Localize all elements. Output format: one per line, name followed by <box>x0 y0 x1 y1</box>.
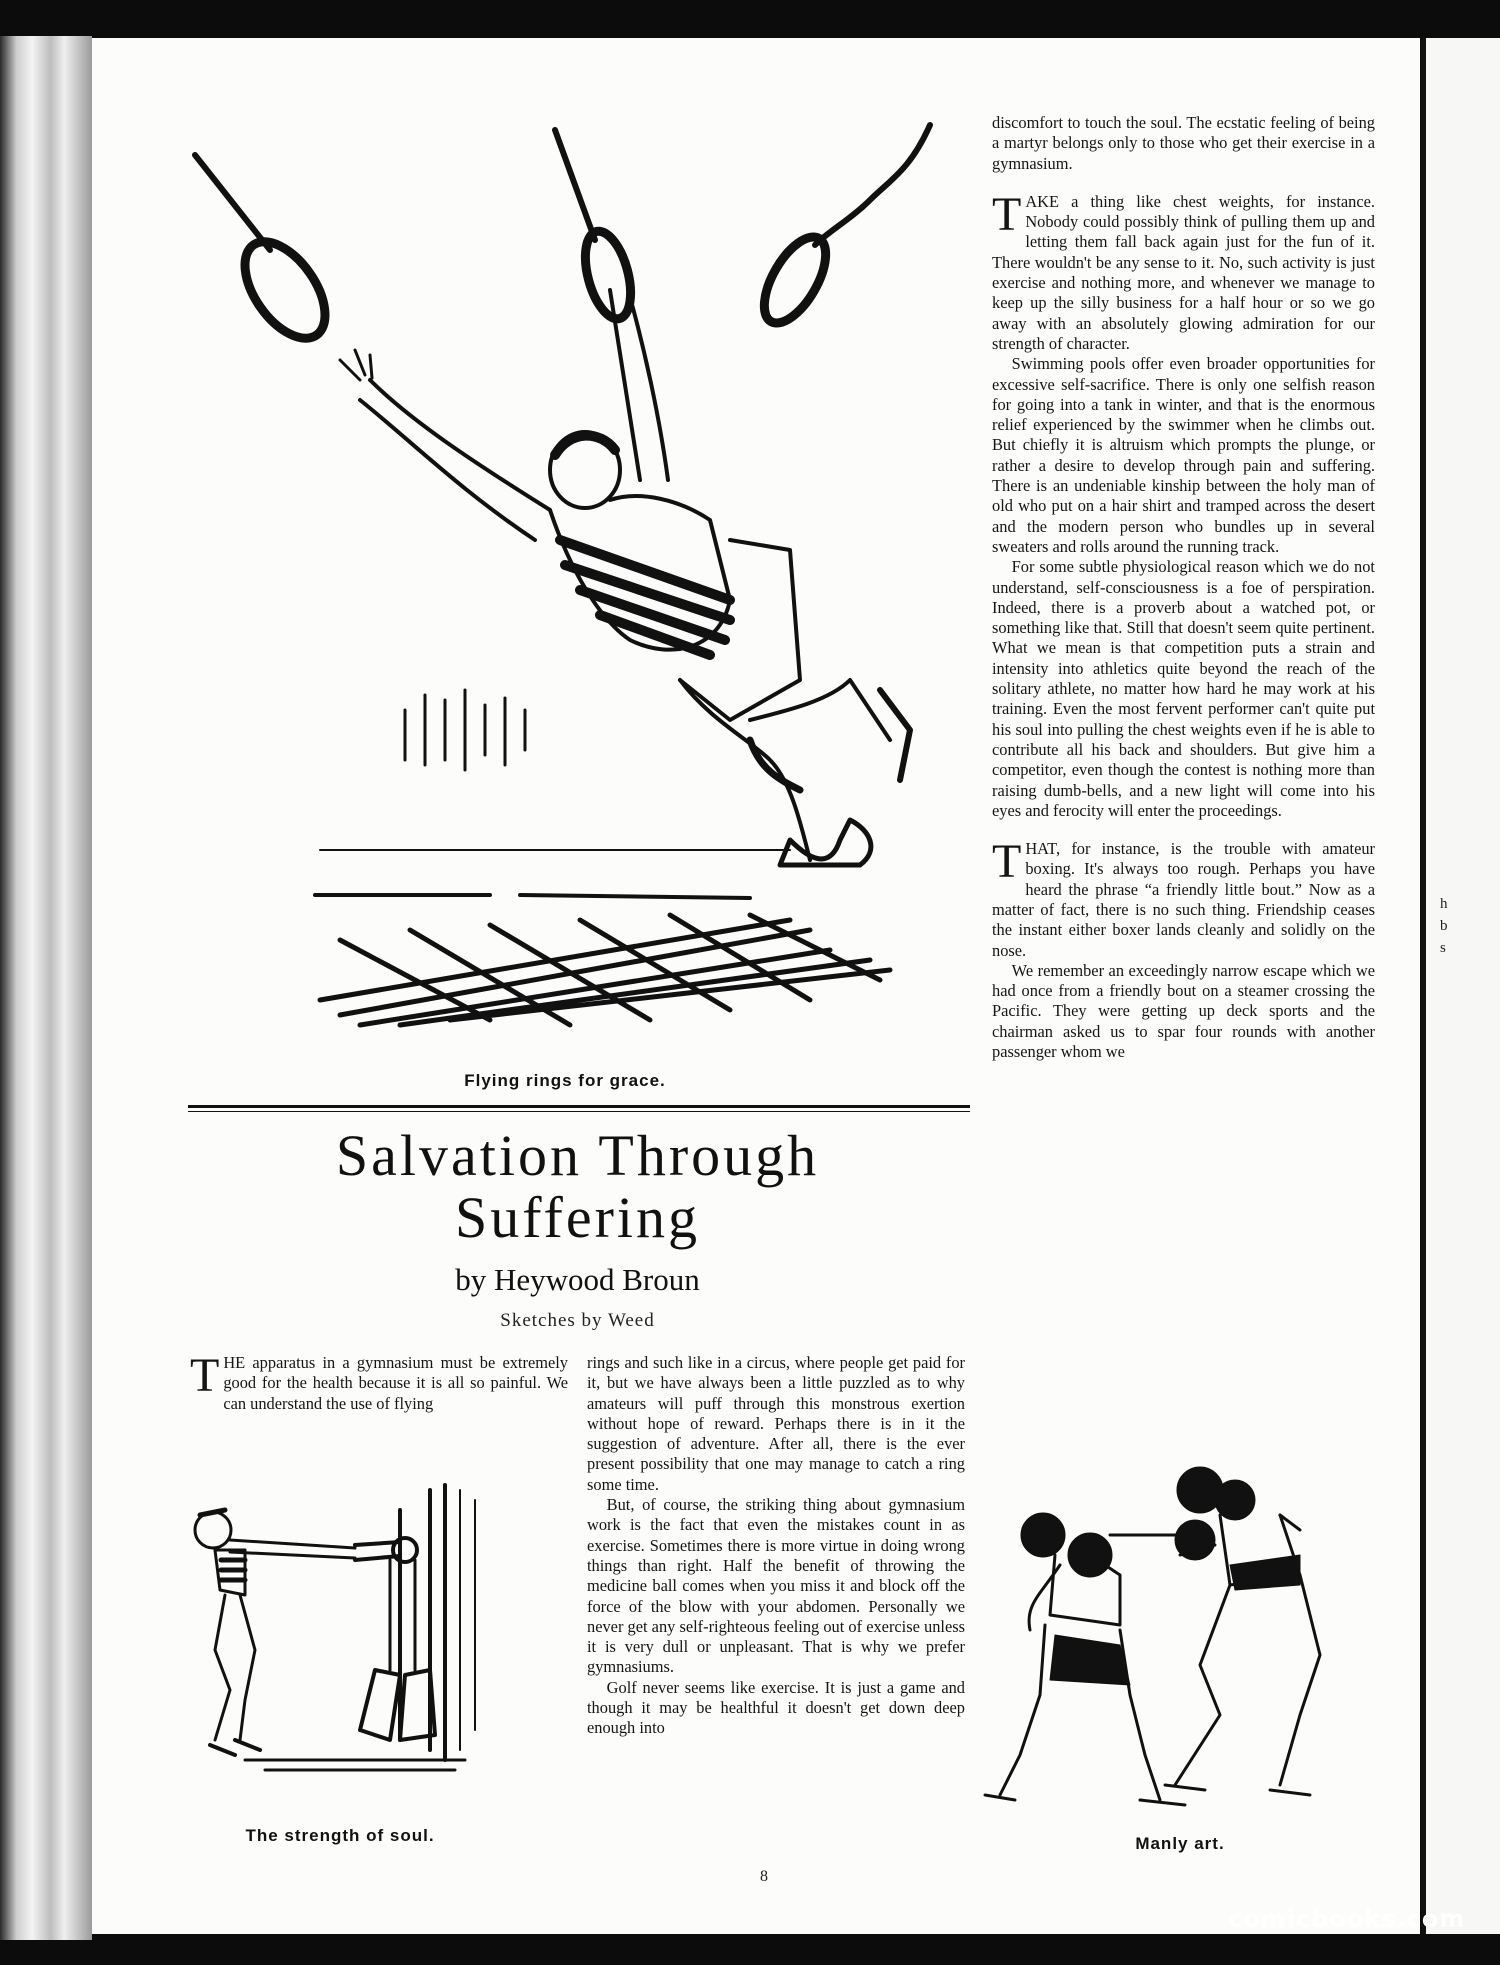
paragraph-text: AKE a thing like chest weights, for instance. Nobody could possibly think of pulling them up and letting them fall back again just for the fun of it. There wouldn't be any sense to it. No, such activity is just exercise and nothing more, and whenever we manage to keep up the silly business for a half hour or so we go away with an absolutely glowing admiration for our strength of character. <box>992 191 1375 353</box>
column-3-text <box>992 113 1375 1062</box>
paragraph: Golf never seems like exercise. It is just a game and though it may be healthful it doesn't get down deep enough into <box>587 1677 965 1738</box>
author-byline: by Heywood Broun <box>455 1262 700 1297</box>
book-spine <box>0 36 92 1940</box>
article-title <box>190 1125 965 1249</box>
rings-caption: Flying rings for grace. <box>464 1071 666 1090</box>
drop-cap: T <box>190 1349 220 1402</box>
flying-rings-illustration <box>190 120 970 1070</box>
page-number: 8 <box>760 1868 768 1885</box>
paragraph: rings and such like in a circus, where people get paid for it, but we have always been a little puzzled as to why amateurs will puff through this monstrous exertion without hope of reward. Perhaps there is in it the suggestion of adventure. After all, there is the ever present possibility that one may manage to catch a ring some time. <box>587 1353 965 1494</box>
paragraph: We remember an exceedingly narrow escape which we had once from a friendly bout on a steamer crossing the Pacific. They were getting up deck sports and the chairman asked us to spar four rounds with another passenger whom we <box>992 960 1375 1062</box>
paragraph-text: HAT, for instance, is the trouble with amateur boxing. It's always too rough. Perhaps you have heard the phrase “a friendly little bout.” Now as a matter of fact, there is no such thing. Friendship ceases the instant either boxer lands cleanly and solidly on the nose. <box>992 839 1375 960</box>
drop-cap: T <box>992 187 1022 241</box>
paragraph <box>992 835 1375 961</box>
title-rule-bottom <box>188 1111 970 1112</box>
chest-weights-illustration <box>185 1470 565 1780</box>
facing-page-letter: s <box>1440 940 1446 956</box>
column-2-text <box>587 1353 965 1739</box>
paragraph: But, of course, the striking thing about gymnasium work is the fact that even the mistakes count in as exercise. Sometimes there is more virtue in doing wrong things than right. Half the benefit of throwing the medicine ball comes when you miss it and block off the force of the blow with your abdomen. Personally we never get any self-righteous feeling out of exercise unless it is very dull or unpleasant. That is why we prefer gymnasiums. <box>587 1495 965 1677</box>
paragraph: For some subtle physiological reason which we do not understand, self-consciousness is a foe of perspiration. Indeed, there is a proverb about a watched pot, or something like that. Still that doesn't seem quite pertinent. What we mean is that competition puts a strain and intensity into athletics quite beyond the reach of the solitary athlete, no matter how hard he may work at his training. Even the most fervent performer can't quite put his soul into pulling the chest weights even if he is able to contribute all his back and shoulders. But give him a competitor, even though the contest is nothing more than raising dumb-bells, and a new light will come into his eyes and ferocity will enter the proceedings. <box>992 557 1375 820</box>
paragraph <box>190 1349 568 1414</box>
drop-cap: T <box>992 835 1022 889</box>
paragraph-text: HE apparatus in a gymnasium must be extremely good for the health because it is all so painful. We can understand the use of flying <box>223 1353 568 1413</box>
facing-page-letter: b <box>1440 918 1448 934</box>
paragraph: Swimming pools offer even broader opportunities for excessive self-sacrifice. There is only one selfish reason for going into a tank in winter, and that is the enormous relief experienced by the swimmer when he climbs out. But chiefly it is altruism which prompts the plunge, or rather a desire to develop through pain and suffering. There is an undeniable kinship between the holy man of old who put on a hair shirt and tramped across the desert and the modern person who bundles up in several sweaters and rolls around the running track. <box>992 354 1375 556</box>
column-1-text <box>190 1349 568 1414</box>
watermark: comicbooks.com <box>1228 1905 1466 1933</box>
title-line-1: Salvation Through <box>335 1123 820 1188</box>
title-rule-top <box>188 1105 970 1108</box>
facing-page-edge <box>1422 38 1500 1934</box>
sketches-credit: Sketches by Weed <box>500 1310 655 1331</box>
facing-page-letter: h <box>1440 896 1448 912</box>
boxing-caption: Manly art. <box>1135 1834 1225 1853</box>
paragraph: discomfort to touch the soul. The ecstatic feeling of being a martyr belongs only to those who get their exercise in a gymnasium. <box>992 113 1375 173</box>
weights-caption: The strength of soul. <box>245 1826 435 1845</box>
paragraph <box>992 187 1375 354</box>
boxing-illustration <box>980 1455 1380 1815</box>
title-line-2: Suffering <box>454 1185 700 1250</box>
